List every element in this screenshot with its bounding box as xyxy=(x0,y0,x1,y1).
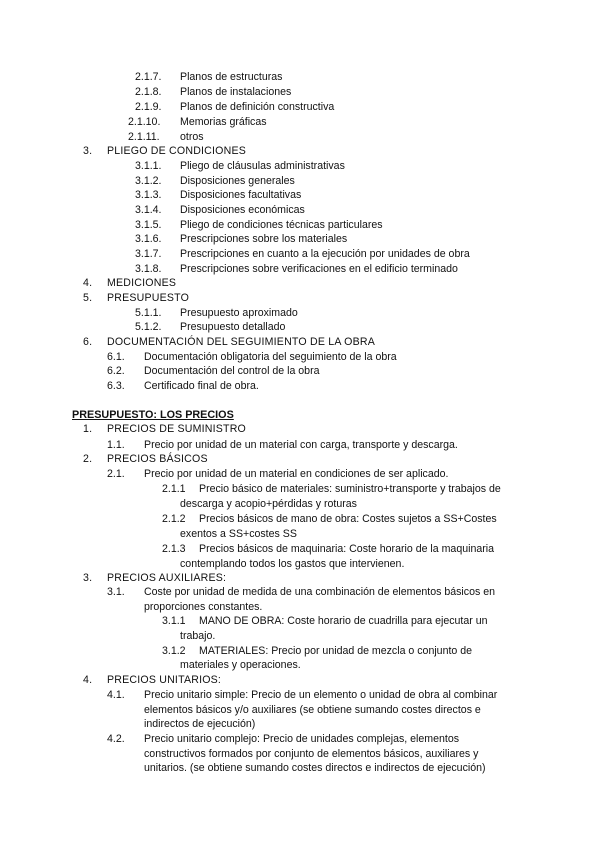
toc-number: 2.1.11. xyxy=(128,131,160,143)
toc-text: Pliego de condiciones técnicas particulares xyxy=(180,219,383,231)
toc-number: 6.1. xyxy=(107,351,125,363)
toc-text: otros xyxy=(180,131,204,143)
toc-item xyxy=(0,379,600,394)
toc-text: Presupuesto aproximado xyxy=(180,307,298,319)
list-subitem xyxy=(0,644,600,659)
list-number: 2.1. xyxy=(107,468,125,480)
toc-number: 2.1.8. xyxy=(135,86,162,98)
list-number: 1.1. xyxy=(107,439,125,451)
list-subitem-cont xyxy=(0,629,600,644)
list-section xyxy=(0,422,600,437)
toc-number: 3. xyxy=(83,145,93,157)
list-item xyxy=(0,438,600,453)
toc-number: 4. xyxy=(83,277,93,289)
list-item xyxy=(0,688,600,703)
list-number: 2.1.1 xyxy=(162,483,186,495)
toc-number: 5. xyxy=(83,292,93,304)
toc-item xyxy=(0,320,600,335)
toc-item xyxy=(0,350,600,365)
list-text: Precio básico de materiales: suministro+transporte y trabajos de xyxy=(199,483,501,495)
toc-text: Prescripciones en cuanto a la ejecución por unidades de obra xyxy=(180,248,470,260)
toc-text: Certificado final de obra. xyxy=(144,380,259,392)
toc-text: Documentación obligatoria del seguimiento de la obra xyxy=(144,351,397,363)
toc-item xyxy=(0,203,600,218)
toc-text: MEDICIONES xyxy=(107,277,177,289)
toc-item xyxy=(0,218,600,233)
list-text: Coste por unidad de medida de una combinación de elementos básicos en xyxy=(144,586,496,598)
list-text: materiales y operaciones. xyxy=(180,659,301,671)
list-text: PRECIOS BÁSICOS xyxy=(107,453,208,465)
list-text: Precios básicos de maquinaria: Coste horario de la maquinaria xyxy=(199,543,495,555)
toc-item xyxy=(0,364,600,379)
toc-item xyxy=(0,100,600,115)
toc-item xyxy=(0,130,600,145)
section-heading: PRESUPUESTO: LOS PRECIOS xyxy=(72,409,234,421)
list-subitem-cont xyxy=(0,658,600,673)
toc-number: 6.3. xyxy=(107,380,125,392)
toc-item xyxy=(0,306,600,321)
list-text: Precio unitario complejo: Precio de unidades complejas, elementos xyxy=(144,733,460,745)
toc-item xyxy=(0,159,600,174)
list-number: 4.1. xyxy=(107,689,125,701)
list-text: exentos a SS+costes SS xyxy=(180,528,297,540)
toc-number: 2.1.9. xyxy=(135,101,162,113)
toc-text: Planos de instalaciones xyxy=(180,86,292,98)
toc-number: 3.1.5. xyxy=(135,219,162,231)
toc-text: Documentación del control de la obra xyxy=(144,365,320,377)
list-text: Precio por unidad de un material con carga, transporte y descarga. xyxy=(144,439,458,451)
list-text: indirectos de ejecución) xyxy=(144,718,256,730)
toc-number: 3.1.7. xyxy=(135,248,162,260)
toc-text: Prescripciones sobre verificaciones en el edificio terminado xyxy=(180,263,458,275)
list-text: Precios básicos de mano de obra: Costes sujetos a SS+Costes xyxy=(199,513,497,525)
list-subitem xyxy=(0,512,600,527)
list-item xyxy=(0,467,600,482)
list-item xyxy=(0,585,600,600)
toc-item xyxy=(0,232,600,247)
list-text: PRECIOS AUXILIARES: xyxy=(107,572,227,584)
list-text: PRECIOS UNITARIOS: xyxy=(107,674,222,686)
toc-number: 5.1.1. xyxy=(135,307,162,319)
toc-number: 2.1.10. xyxy=(128,116,161,128)
toc-text: PLIEGO DE CONDICIONES xyxy=(107,145,247,157)
toc-number: 3.1.3. xyxy=(135,189,162,201)
list-number: 3.1. xyxy=(107,586,125,598)
toc-item xyxy=(0,85,600,100)
toc-item xyxy=(0,188,600,203)
list-item-cont xyxy=(0,747,600,762)
toc-number: 3.1.8. xyxy=(135,263,162,275)
list-item-cont xyxy=(0,761,600,776)
toc-text: Planos de definición constructiva xyxy=(180,101,335,113)
list-subitem-cont xyxy=(0,497,600,512)
toc-item xyxy=(0,70,600,85)
list-text: MANO DE OBRA: Coste horario de cuadrilla para ejecutar un xyxy=(199,615,488,627)
list-subitem-cont xyxy=(0,557,600,572)
toc-number: 3.1.1. xyxy=(135,160,162,172)
toc-number: 6.2. xyxy=(107,365,125,377)
list-number: 4.2. xyxy=(107,733,125,745)
toc-section xyxy=(0,144,600,159)
toc-text: DOCUMENTACIÓN DEL SEGUIMIENTO DE LA OBRA xyxy=(107,336,375,348)
list-text: constructivos formados por conjunto de elementos básicos, auxiliares y xyxy=(144,748,479,760)
toc-text: Planos de estructuras xyxy=(180,71,283,83)
list-item xyxy=(0,732,600,747)
list-number: 2.1.2 xyxy=(162,513,186,525)
toc-number: 3.1.2. xyxy=(135,175,162,187)
list-item-cont xyxy=(0,600,600,615)
toc-number: 5.1.2. xyxy=(135,321,162,333)
list-number: 4. xyxy=(83,674,93,686)
toc-text: Memorias gráficas xyxy=(180,116,267,128)
list-subitem xyxy=(0,614,600,629)
list-item-cont xyxy=(0,703,600,718)
list-text: Precio por unidad de un material en condiciones de ser aplicado. xyxy=(144,468,449,480)
list-number: 3.1.1 xyxy=(162,615,186,627)
list-subitem xyxy=(0,542,600,557)
toc-item xyxy=(0,247,600,262)
toc-section xyxy=(0,335,600,350)
list-text: descarga y acopio+pérdidas y roturas xyxy=(180,498,357,510)
list-text: contemplando todos los gastos que intervienen. xyxy=(180,558,405,570)
list-section xyxy=(0,571,600,586)
list-text: MATERIALES: Precio por unidad de mezcla o conjunto de xyxy=(199,645,473,657)
list-item-cont xyxy=(0,717,600,732)
toc-text: Disposiciones generales xyxy=(180,175,295,187)
list-subitem-cont xyxy=(0,527,600,542)
list-text: PRECIOS DE SUMINISTRO xyxy=(107,423,246,435)
toc-item xyxy=(0,262,600,277)
toc-number: 3.1.6. xyxy=(135,233,162,245)
list-section xyxy=(0,452,600,467)
list-number: 3.1.2 xyxy=(162,645,186,657)
list-number: 3. xyxy=(83,572,93,584)
toc-text: Pliego de cláusulas administrativas xyxy=(180,160,345,172)
list-text: unitarios. (se obtiene sumando costes directos e indirectos de ejecución) xyxy=(144,762,486,774)
list-number: 1. xyxy=(83,423,93,435)
toc-item xyxy=(0,174,600,189)
list-number: 2.1.3 xyxy=(162,543,186,555)
list-section xyxy=(0,673,600,688)
toc-number: 3.1.4. xyxy=(135,204,162,216)
toc-text: Disposiciones facultativas xyxy=(180,189,302,201)
toc-number: 2.1.7. xyxy=(135,71,162,83)
list-subitem xyxy=(0,482,600,497)
toc-text: Presupuesto detallado xyxy=(180,321,286,333)
list-number: 2. xyxy=(83,453,93,465)
toc-text: Prescripciones sobre los materiales xyxy=(180,233,348,245)
toc-text: Disposiciones económicas xyxy=(180,204,305,216)
list-text: Precio unitario simple: Precio de un elemento o unidad de obra al combinar xyxy=(144,689,498,701)
toc-text: PRESUPUESTO xyxy=(107,292,190,304)
toc-section xyxy=(0,276,600,291)
toc-number: 6. xyxy=(83,336,93,348)
toc-section xyxy=(0,291,600,306)
toc-item xyxy=(0,115,600,130)
list-text: elementos básicos y/o auxiliares (se obtiene sumando costes directos e xyxy=(144,704,481,716)
list-text: trabajo. xyxy=(180,630,216,642)
list-text: proporciones constantes. xyxy=(144,601,263,613)
